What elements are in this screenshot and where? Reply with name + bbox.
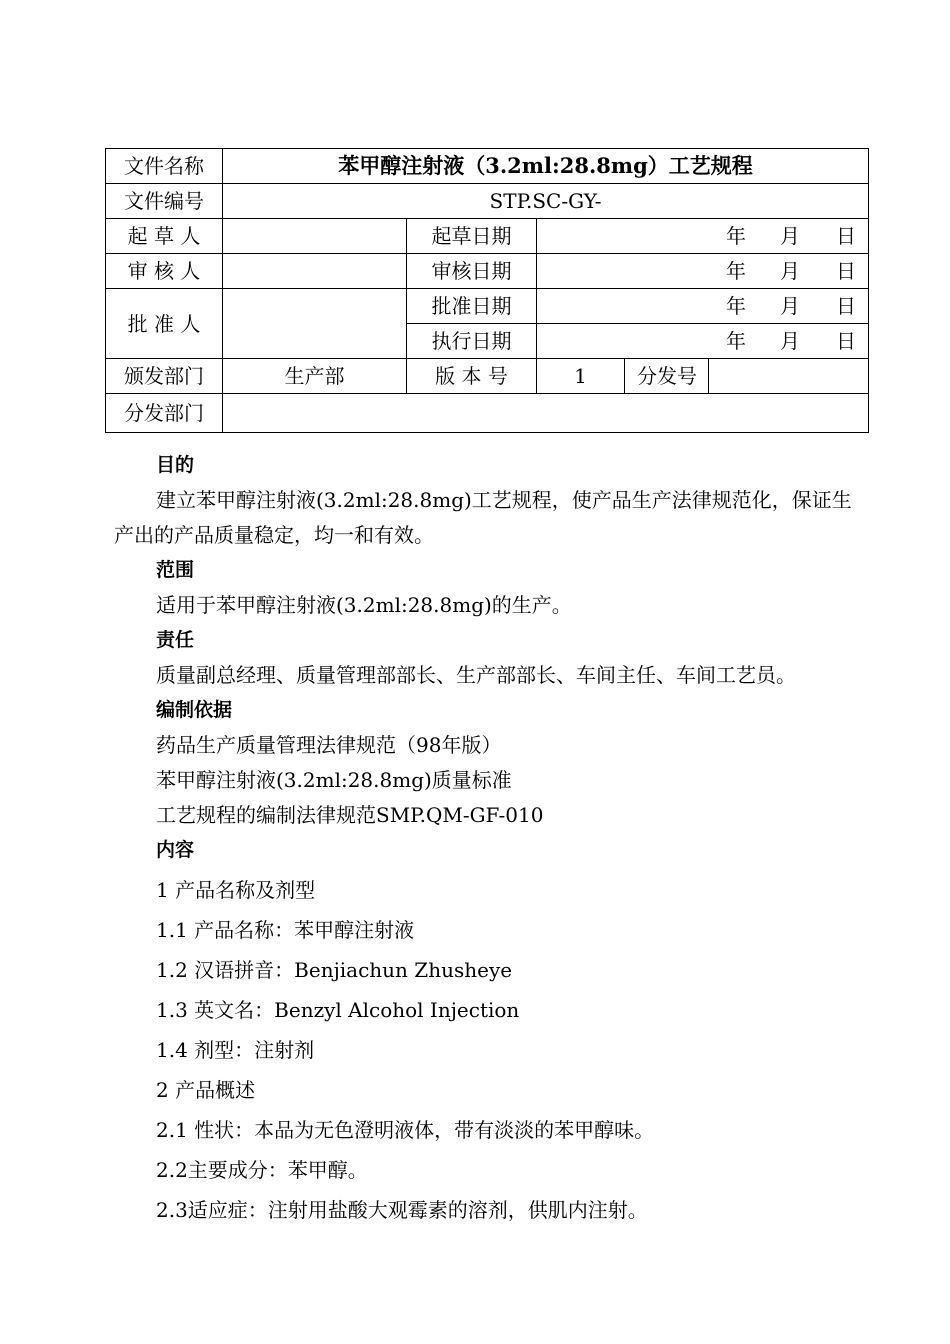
content-line: 2.3适应症：注射用盐酸大观霉素的溶剂，供肌内注射。 xyxy=(156,1198,648,1222)
issue-dept-value: 生产部 xyxy=(223,359,407,394)
month-label: 月 xyxy=(780,259,801,283)
day-label: 日 xyxy=(836,294,857,318)
document-header-table xyxy=(105,148,869,433)
file-name-label: 文件名称 xyxy=(106,149,223,184)
responsibility-heading: 责任 xyxy=(156,629,195,651)
purpose-text: 建立苯甲醇注射液(3.2ml:28.8mg)工艺规程，使产品生产法律规范化，保证生产出的产品质量稳定，均一和有效。 xyxy=(114,488,852,547)
year-label: 年 xyxy=(726,329,747,353)
content-line: 1 产品名称及剂型 xyxy=(156,878,316,902)
dist-no-label: 分发号 xyxy=(625,359,709,394)
year-label: 年 xyxy=(726,224,747,248)
dist-no-value xyxy=(709,359,869,394)
content-heading: 内容 xyxy=(156,839,195,861)
draft-date-value xyxy=(537,219,869,254)
year-label: 年 xyxy=(726,259,747,283)
file-no-value: STP.SC-GY- xyxy=(223,184,869,219)
content-line: 2.1 性状：本品为无色澄明液体，带有淡淡的苯甲醇味。 xyxy=(156,1118,655,1142)
day-label: 日 xyxy=(836,259,857,283)
content-line: 1.3 英文名：Benzyl Alcohol Injection xyxy=(156,998,520,1022)
month-label: 月 xyxy=(780,224,801,248)
purpose-heading: 目的 xyxy=(156,454,195,476)
responsibility-text: 质量副总经理、质量管理部部长、生产部部长、车间主任、车间工艺员。 xyxy=(156,663,796,687)
version-value: 1 xyxy=(537,359,625,394)
reviewer-label: 审 核 人 xyxy=(106,254,223,289)
reviewer-value xyxy=(223,254,407,289)
review-date-label: 审核日期 xyxy=(407,254,537,289)
approver-label: 批 准 人 xyxy=(106,289,223,359)
basis-line: 药品生产质量管理法律规范（98年版） xyxy=(156,733,502,757)
approve-date-label: 批准日期 xyxy=(407,289,537,324)
version-label: 版 本 号 xyxy=(407,359,537,394)
content-line: 1.2 汉语拼音：Benjiachun Zhusheye xyxy=(156,958,513,982)
exec-date-value xyxy=(537,324,869,359)
dist-dept-label: 分发部门 xyxy=(106,394,223,433)
content-line: 1.1 产品名称：苯甲醇注射液 xyxy=(156,918,415,942)
issue-dept-label: 颁发部门 xyxy=(106,359,223,394)
day-label: 日 xyxy=(836,329,857,353)
document-title: 苯甲醇注射液（3.2ml:28.8mg）工艺规程 xyxy=(223,149,869,184)
basis-line: 苯甲醇注射液(3.2ml:28.8mg)质量标准 xyxy=(156,768,512,792)
content-line: 1.4 剂型：注射剂 xyxy=(156,1038,315,1062)
scope-heading: 范围 xyxy=(156,559,195,581)
document-body xyxy=(114,448,864,1230)
year-label: 年 xyxy=(726,294,747,318)
file-no-label: 文件编号 xyxy=(106,184,223,219)
dist-dept-value xyxy=(223,394,869,433)
month-label: 月 xyxy=(780,294,801,318)
basis-heading: 编制依据 xyxy=(156,699,233,721)
content-line: 2 产品概述 xyxy=(156,1078,256,1102)
day-label: 日 xyxy=(836,224,857,248)
exec-date-label: 执行日期 xyxy=(407,324,537,359)
review-date-value xyxy=(537,254,869,289)
basis-line: 工艺规程的编制法律规范SMP.QM-GF-010 xyxy=(156,803,544,827)
approver-value xyxy=(223,289,407,359)
drafter-value xyxy=(223,219,407,254)
content-line: 2.2主要成分：苯甲醇。 xyxy=(156,1158,368,1182)
drafter-label: 起 草 人 xyxy=(106,219,223,254)
draft-date-label: 起草日期 xyxy=(407,219,537,254)
scope-text: 适用于苯甲醇注射液(3.2ml:28.8mg)的生产。 xyxy=(156,593,572,617)
month-label: 月 xyxy=(780,329,801,353)
approve-date-value xyxy=(537,289,869,324)
